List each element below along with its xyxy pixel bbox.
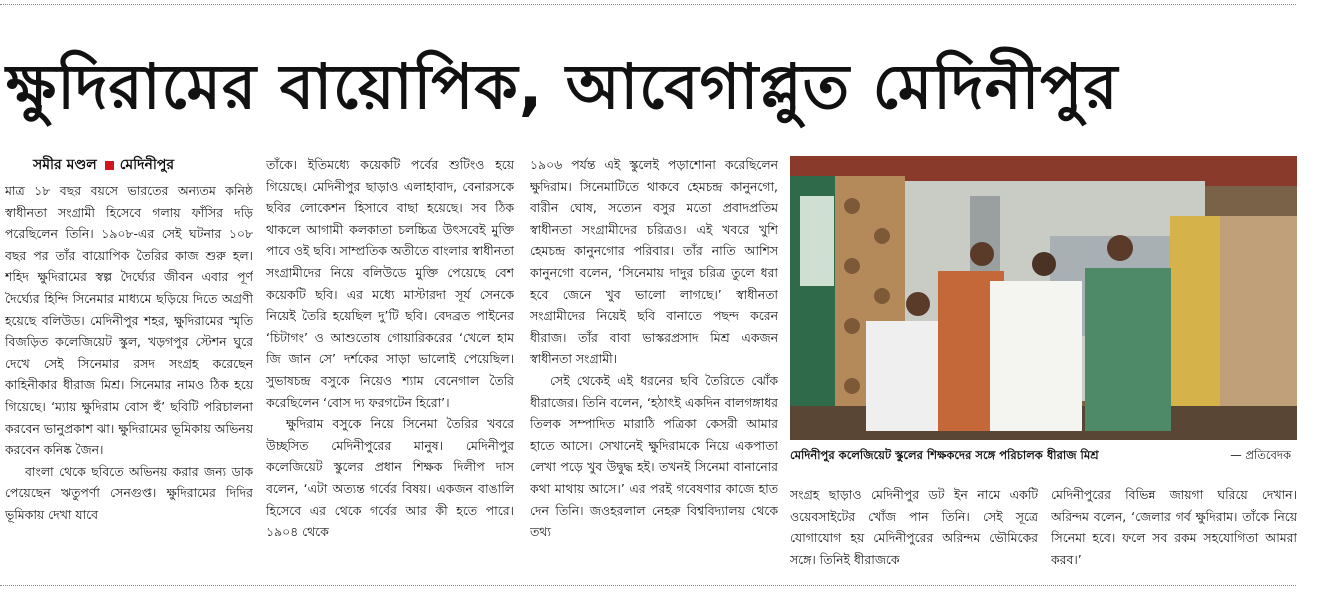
top-rule	[0, 4, 1296, 5]
paragraph: মেদিনীপুরের বিভিন্ন জায়গা ঘরিয়ে দেখান। অরিন্দম বলেন, ‘জেলার গর্ব ক্ষুদিরাম। তাঁকে নিয়ে সিনেমা হবে। ফলে সব রকম সহযোগিতা আমরা করব।’	[1051, 487, 1297, 567]
photo-caption-text: মেদিনীপুর কলেজিয়েট স্কুলের শিক্ষকদের সঙ্গে পরিচালক ধীরাজ মিশ্র	[790, 448, 1099, 462]
paragraph: বাংলা থেকে ছবিতে অভিনয় করার জন্য ডাক পেয়েছেন ঋতুপর্ণা সেনগুপ্ত। ক্ষুদিরামের দিদির ভূমিকায় দেখা যাবে	[5, 463, 253, 522]
article-column-3	[530, 154, 778, 578]
paragraph: ক্ষুদিরাম বসুকে নিয়ে সিনেমা তৈরির খবরে উচ্ছসিত মেদিনীপুরের মানুষ। মেদিনীপুর কলেজিয়েট স্কুলের প্রধান শিক্ষক দিলীপ দাস বলেন, ‘এটা অত্যন্ত গর্বের বিষয়। একজন বাঙালি হিসেবে এর থেকে গর্বের আর কী হতে পারে। ১৯০৪ থেকে	[266, 416, 514, 540]
byline-square-icon	[105, 161, 114, 170]
photo-caption	[790, 444, 1297, 466]
paragraph: সংগ্রহ ছাড়াও মেদিনীপুর ডট ইন নামে একটি ওয়েবসাইটের খোঁজ পান তিনি। সেই সূত্রে যোগাযোগ হয় মেদিনীপুরের অরিন্দম ভৌমিকের সঙ্গে। তিনিই ধীরাজকে	[790, 487, 1038, 567]
paragraph: ১৯০৬ পর্যন্ত এই স্কুলেই পড়াশোনা করেছিলেন ক্ষুদিরাম। সিনেমাটিতে থাকবে হেমচন্দ্র কানুনগো, বারীন ঘোষ, সত্যেন বসুর মতো প্রবাদপ্রতিম স্বাধীনতা সংগ্রামীদের চরিত্রও। এই খবরে খুশি হেমচন্দ্র কানুনগোর পরিবার। তাঁর নাতি আশিস কানুনগো বলেন, ‘সিনেমায় দাদুর চরিত্র তুলে ধরা হবে জেনে খুব ভালো লাগছে।’ স্বাধীনতা সংগ্রামীদের নিয়েই ছবি বানাতে পছন্দ করেন ধীরাজ। তাঁর বাবা ভাস্করপ্রসাদ মিশ্র একজন স্বাধীনতা সংগ্রামী।	[530, 157, 778, 367]
article-column-4	[790, 484, 1038, 578]
headline: ক্ষুদিরামের বায়োপিক, আবেগাপ্লুত মেদিনীপুর	[6, 50, 1119, 123]
bottom-rule	[0, 585, 1296, 586]
paragraph: সেই থেকেই এই ধরনের ছবি তৈরিতে ঝোঁক ধীরাজের। তিনি বলেন, ‘হঠাৎই একদিন বালগঙ্গাধর তিলক সম্পাদিত মারাঠি পত্রিকা কেসরী আমার হাতে আসে। সেখানেই ক্ষুদিরামকে নিয়ে একপাতা লেখা পড়ে খুব উদ্বুদ্ধ হই। তখনই সিনেমা বানানোর কথা মাথায় আসে।’ এর পরই গবেষণার কাজে হাত দেন তিনি। জওহরলাল নেহরু বিশ্ববিদ্যালয় থেকে তথ্য	[530, 372, 778, 540]
article-column-5	[1051, 484, 1297, 578]
byline-location: মেদিনীপুর	[119, 157, 175, 173]
photo-credit: — প্রতিবেদক	[1230, 448, 1291, 462]
article-column-1	[5, 180, 253, 578]
article-column-2	[266, 154, 514, 578]
paragraph: মাত্র ১৮ বছর বয়সে ভারতের অন্যতম কনিষ্ঠ স্বাধীনতা সংগ্রামী হিসেবে গলায় ফাঁসির দড়ি পরেছিলেন তিনি। ১৯০৮-এর সেই ঘটনার ১০৮ বছর পর তাঁর বায়োপিক তৈরির কাজ শুরু হল। শহিদ ক্ষুদিরামের স্বল্প দৈর্ঘ্যের জীবন এবার পূর্ণ দৈর্ঘ্যের হিন্দি সিনেমার মাধ্যমে ছড়িয়ে দিতে অগ্রণী হয়েছে বলিউড। মেদিনীপুর শহর, ক্ষুদিরামের স্মৃতি বিজড়িত কলেজিয়েট স্কুল, খড়গপুর স্টেশন ঘুরে দেখে সেই সিনেমার রসদ সংগ্রহ করেছেন কাহিনীকার ধীরাজ মিশ্র। সিনেমার নামও ঠিক হয়ে গিয়েছে। ‘ম্যায় ক্ষুদিরাম বোস হুঁ’ ছবিটি পরিচালনা করবেন ভানুপ্রকাশ ঝা। ক্ষুদিরামের ভূমিকায় অভিনয় করবেন কনিষ্ক জৈন।	[5, 183, 253, 458]
article-photo	[790, 156, 1297, 440]
paragraph: তাঁকে। ইতিমধ্যে কয়েকটি পর্বের শুটিংও হয়ে গিয়েছে। মেদিনীপুর ছাড়াও এলাহাবাদ, বেনারসকে ছবির লোকেশন হিসাবে বাছা হয়েছে। সব ঠিক থাকলে আগামী কলকাতা চলচ্চিত্র উৎসবেই মুক্তি পাবে ওই ছবি। সাম্প্রতিক অতীতে বাংলার স্বাধীনতা সংগ্রামীদের নিয়ে বলিউডে মুক্তি পেয়েছে বেশ কয়েকটি ছবি। এর মধ্যে মাস্টারদা সূর্য সেনকে নিয়েই তৈরি হয়েছিল দু’টি ছবি। বেদব্রত পাইনের ‘চিটাগং’ ও আশুতোষ গোয়ারিকরের ‘খেলে হাম জি জান সে’ দর্শকের সাড়া ভালোই পেয়েছিল। সুভাষচন্দ্র বসুকে নিয়েও শ্যাম বেনেগাল তৈরি করেছিলেন ‘বোস দ্য ফরগটেন হিরো’।	[266, 157, 514, 410]
byline	[33, 154, 253, 176]
byline-author: সমীর মণ্ডল	[33, 157, 97, 173]
